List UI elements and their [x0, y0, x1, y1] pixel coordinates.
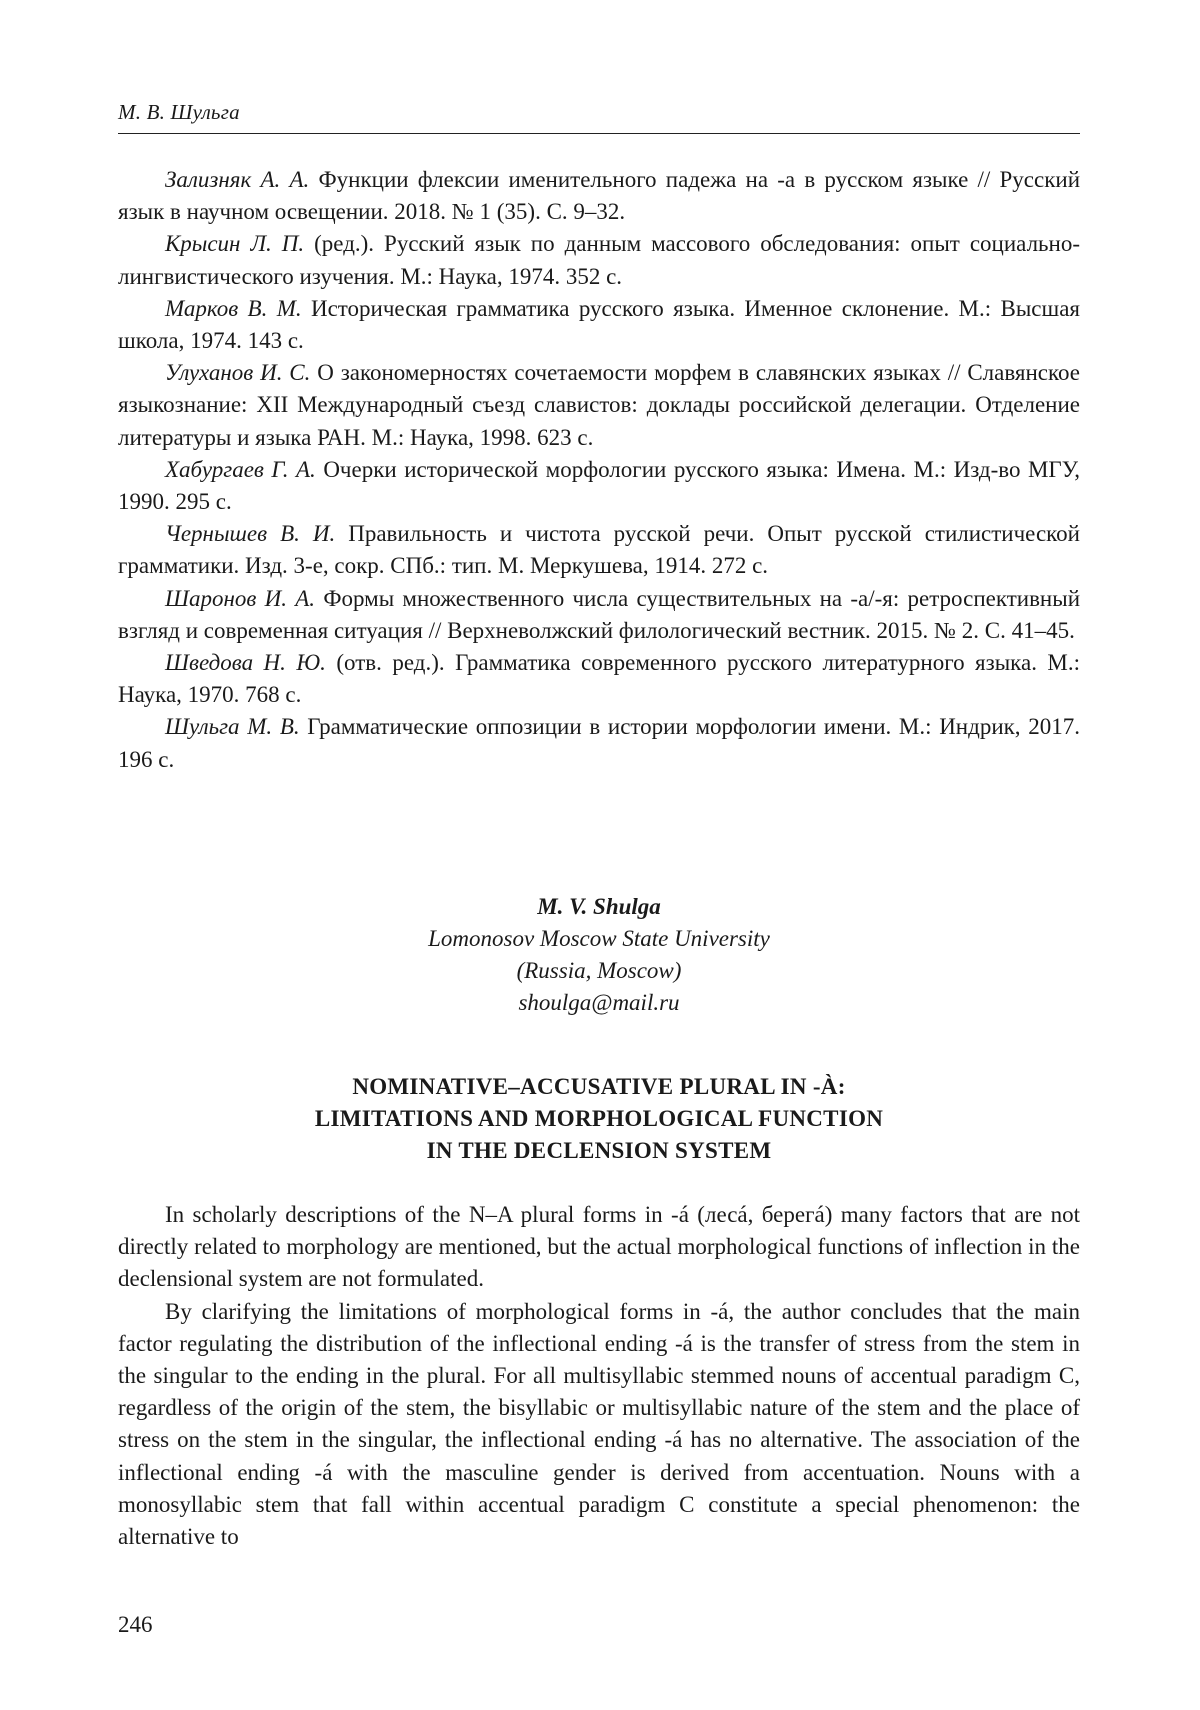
abstract	[118, 1199, 1080, 1553]
reference-text: Историческая грамматика русского языка. Именное склонение. М.: Высшая школа, 1974. 143 с.	[118, 295, 1080, 354]
title-line: LIMITATIONS AND MORPHOLOGICAL FUNCTION	[314, 1106, 884, 1131]
author-name: M. V. Shulga	[537, 894, 661, 919]
reference-entry	[118, 293, 1080, 357]
title-line: IN THE DECLENSION SYSTEM	[426, 1138, 772, 1163]
reference-author: Улуханов И. С.	[165, 360, 311, 386]
reference-text: О закономерностях сочетаемости морфем в славянских языках // Славянское языкознание: XII Международный съезд славистов: доклады российской делегации. Отделение литературы и языка РАН. М.: Наука, 1998. 623 с.	[118, 360, 1081, 450]
reference-entry	[118, 357, 1080, 454]
reference-author: Марков В. М.	[165, 295, 302, 321]
reference-author: Чернышев В. И.	[165, 521, 336, 547]
author-affiliation: Lomonosov Moscow State University	[428, 926, 770, 951]
author-block	[118, 891, 1080, 1019]
author-email: shoulga@mail.ru	[518, 990, 680, 1015]
reference-text: Очерки исторической морфологии русского языка: Имена. М.: Изд-во МГУ, 1990. 295 с.	[118, 456, 1080, 515]
reference-author: Шведова Н. Ю.	[165, 650, 326, 676]
reference-author: Зализняк А. А.	[165, 167, 310, 192]
reference-entry	[118, 711, 1080, 775]
running-header: М. В. Шульга	[118, 100, 240, 124]
abstract-paragraph: In scholarly descriptions of the N–A plural forms in -á (лесá, берегá) many factors that are not directly related to morphology are mentioned, but the actual morphological functions of inflection in the declensional system are not formulated.	[118, 1202, 1080, 1292]
reference-text: Правильность и чистота русской речи. Опыт русской стилистической грамматики. Изд. 3-е, сокр. СПб.: тип. М. Меркушева, 1914. 272 с.	[118, 521, 1080, 579]
reference-entry	[118, 518, 1080, 582]
reference-entry	[118, 647, 1080, 711]
reference-author: Хабургаев Г. А.	[165, 456, 316, 482]
reference-entry	[118, 164, 1080, 228]
reference-author: Шульга М. В.	[165, 714, 300, 740]
reference-author: Крысин Л. П.	[165, 231, 305, 257]
reference-list	[118, 164, 1080, 776]
reference-author: Шаронов И. А.	[165, 585, 316, 611]
title-line: NOMINATIVE–ACCUSATIVE PLURAL IN -À:	[352, 1074, 846, 1099]
reference-entry	[118, 583, 1080, 647]
header-rule	[118, 133, 1080, 134]
reference-text: (отв. ред.). Грамматика современного русского литературного языка. М.: Наука, 1970. 768 с.	[118, 650, 1081, 708]
abstract-paragraph: By clarifying the limitations of morphological forms in -á, the author concludes that the main factor regulating the distribution of the inflectional ending -á is the transfer of stress from the stem in the singular to the ending in the plural. For all multisyllabic stemmed nouns of accentual paradigm C, regardless of the origin of the stem, the bisyllabic or multisyllabic nature of the stem and the place of stress on the stem in the singular, the inflectional ending -á has no alternative. The association of the inflectional ending -á with the masculine gender is derived from accentuation. Nouns with a monosyllabic stem that fall within accentual paradigm C constitute a special phenomenon: the alternative to	[118, 1298, 1080, 1550]
reference-text: Грамматические оппозиции в истории морфологии имени. М.: Индрик, 2017. 196 с.	[118, 714, 1080, 772]
article-title	[118, 1071, 1080, 1167]
reference-text: Формы множественного числа существительных на -а/-я: ретроспективный взгляд и современная ситуация // Верхневолжский филологический вестник. 2015. № 2. С. 41–45.	[118, 585, 1080, 643]
reference-entry	[118, 228, 1080, 292]
page-number: 246	[118, 1612, 153, 1637]
reference-text: (ред.). Русский язык по данным массового обследования: опыт социально-лингвистического изучения. М.: Наука, 1974. 352 с.	[118, 231, 1081, 289]
reference-text: Функции флексии именительного падежа на -а в русском языке // Русский язык в научном освещении. 2018. № 1 (35). С. 9–32.	[118, 167, 1081, 225]
reference-entry	[118, 454, 1080, 518]
author-location: (Russia, Moscow)	[516, 958, 682, 983]
